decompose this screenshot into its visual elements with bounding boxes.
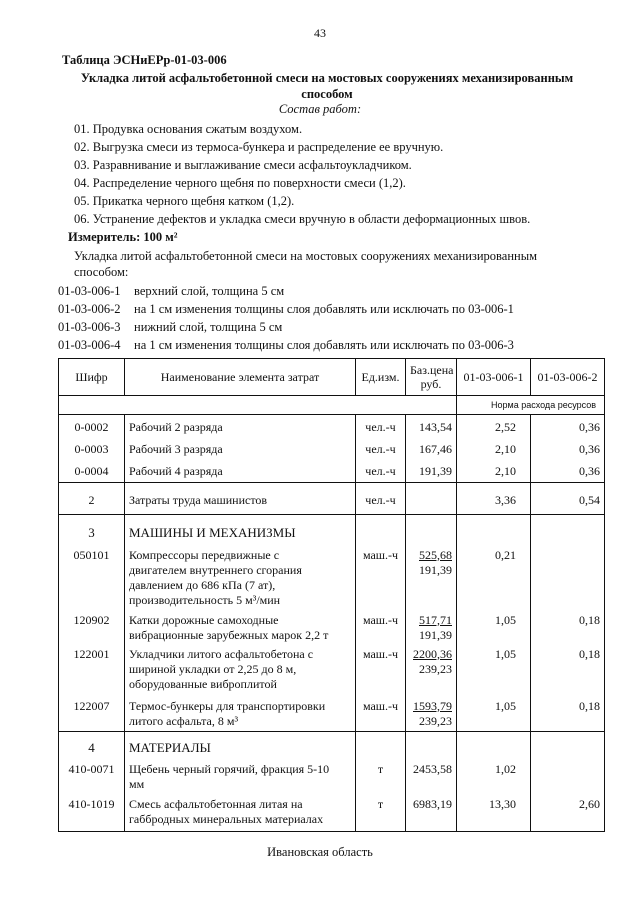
page-footer: Ивановская область bbox=[267, 845, 373, 859]
row-name: Катки дорожные самоходные вибрационные зарубежных марок 2,2 т bbox=[125, 610, 356, 646]
work-item: 03. Разравнивание и выглаживание смеси асфальтоукладчиком. bbox=[74, 158, 412, 172]
variant-code: 01-03-006-3 bbox=[58, 320, 121, 334]
table-row bbox=[59, 545, 605, 610]
row-name: Затраты труда машинистов bbox=[125, 483, 356, 515]
row-price: 2200,36 239,23 bbox=[406, 646, 457, 698]
table-row bbox=[59, 459, 605, 483]
row-value-1: 1,05 bbox=[457, 610, 531, 646]
row-unit: маш.-ч bbox=[356, 545, 406, 610]
row-value-1: 1,05 bbox=[457, 698, 531, 732]
row-name: Смесь асфальтобетонная литая на габбродных минеральных материалах bbox=[125, 796, 356, 832]
row-unit: чел.-ч bbox=[356, 459, 406, 483]
section-code: 3 bbox=[59, 515, 125, 545]
row-price: 191,39 bbox=[406, 459, 457, 483]
table-row bbox=[59, 415, 605, 437]
row-value-2: 0,36 bbox=[531, 437, 605, 459]
row-code: 122007 bbox=[59, 698, 125, 732]
variant-code: 01-03-006-1 bbox=[58, 284, 121, 298]
row-value-1: 1,05 bbox=[457, 646, 531, 698]
work-item: 05. Прикатка черного щебня катком (1,2). bbox=[74, 194, 295, 208]
row-value-1: 0,21 bbox=[457, 545, 531, 610]
variant-text: нижний слой, толщина 5 см bbox=[134, 320, 283, 334]
row-value-2: 0,18 bbox=[531, 646, 605, 698]
work-item: 06. Устранение дефектов и укладка смеси вручную в области деформационных швов. bbox=[74, 212, 531, 226]
row-name: Рабочий 3 разряда bbox=[125, 437, 356, 459]
row-unit: чел.-ч bbox=[356, 415, 406, 437]
row-code: 410-0071 bbox=[59, 760, 125, 796]
row-code: 2 bbox=[59, 483, 125, 515]
table-row bbox=[59, 646, 605, 698]
row-value-2: 0,18 bbox=[531, 698, 605, 732]
header-name: Наименование элемента затрат bbox=[125, 359, 356, 396]
works-header: Состав работ: bbox=[278, 102, 362, 116]
row-unit: т bbox=[356, 796, 406, 832]
row-value-2: 0,18 bbox=[531, 610, 605, 646]
variant-row bbox=[58, 320, 282, 335]
row-name: Рабочий 4 разряда bbox=[125, 459, 356, 483]
row-code: 410-1019 bbox=[59, 796, 125, 832]
variant-code: 01-03-006-2 bbox=[58, 302, 121, 316]
row-price: 525,68 191,39 bbox=[406, 545, 457, 610]
row-name: Укладчики литого асфальтобетона с шириной укладки от 2,25 до 8 м, оборудованные виброплитой bbox=[125, 646, 356, 698]
row-value-1: 13,30 bbox=[457, 796, 531, 832]
work-item: 02. Выгрузка смеси из термоса-бункера и распределение ее вручную. bbox=[74, 140, 444, 154]
variant-text: верхний слой, толщина 5 см bbox=[134, 284, 285, 298]
table-row bbox=[59, 760, 605, 796]
header-col1: 01-03-006-1 bbox=[457, 359, 531, 396]
row-price: 2453,58 bbox=[406, 760, 457, 796]
norm-description: Укладка литой асфальтобетонной смеси на мостовых сооружениях механизированным способом: bbox=[74, 249, 538, 279]
row-code: 0-0004 bbox=[59, 459, 125, 483]
row-code: 120902 bbox=[59, 610, 125, 646]
row-value-1: 1,02 bbox=[457, 760, 531, 796]
variant-code: 01-03-006-4 bbox=[58, 338, 121, 352]
row-code: 0-0002 bbox=[59, 415, 125, 437]
row-price: 143,54 bbox=[406, 415, 457, 437]
row-value-2: 2,60 bbox=[531, 796, 605, 832]
row-value-1: 2,10 bbox=[457, 459, 531, 483]
row-code: 122001 bbox=[59, 646, 125, 698]
variant-text: на 1 см изменения толщины слоя добавлять или исключать по 03-006-1 bbox=[134, 302, 514, 316]
row-price: 167,46 bbox=[406, 437, 457, 459]
row-price: 6983,19 bbox=[406, 796, 457, 832]
row-value-1: 2,10 bbox=[457, 437, 531, 459]
header-code: Шифр bbox=[59, 359, 125, 396]
row-value-2 bbox=[531, 760, 605, 796]
row-unit: маш.-ч bbox=[356, 698, 406, 732]
row-unit: чел.-ч bbox=[356, 483, 406, 515]
table-row bbox=[59, 437, 605, 459]
work-item: 01. Продувка основания сжатым воздухом. bbox=[74, 122, 303, 136]
row-unit: маш.-ч bbox=[356, 646, 406, 698]
row-name: Компрессоры передвижные с двигателем внутреннего сгорания давлением до 686 кПа (7 ат), производительность 5 м³/мин bbox=[125, 545, 356, 610]
measure-unit: Измеритель: 100 м² bbox=[68, 230, 178, 244]
section-row bbox=[59, 515, 605, 545]
work-item: 04. Распределение черного щебня по поверхности смеси (1,2). bbox=[74, 176, 406, 190]
row-name: Щебень черный горячий, фракция 5-10 мм bbox=[125, 760, 356, 796]
row-value-2: 0,54 bbox=[531, 483, 605, 515]
section-title: МАШИНЫ И МЕХАНИЗМЫ bbox=[125, 515, 356, 545]
variant-row bbox=[58, 284, 284, 299]
header-price: Баз.цена руб. bbox=[406, 359, 457, 396]
table-row bbox=[59, 796, 605, 832]
variant-text: на 1 см изменения толщины слоя добавлять или исключать по 03-006-3 bbox=[134, 338, 514, 352]
table-row bbox=[59, 483, 605, 515]
row-price: 1593,79 239,23 bbox=[406, 698, 457, 732]
row-name: Рабочий 2 разряда bbox=[125, 415, 356, 437]
section-row bbox=[59, 732, 605, 760]
table-title: Таблица ЭСНиЕРр-01-03-006 bbox=[62, 53, 227, 67]
row-value-2 bbox=[531, 545, 605, 610]
table-subtitle: Укладка литой асфальтобетонной смеси на мостовых сооружениях механизированным способом bbox=[80, 71, 574, 101]
row-value-2: 0,36 bbox=[531, 459, 605, 483]
section-title: МАТЕРИАЛЫ bbox=[125, 732, 356, 760]
table-row bbox=[59, 610, 605, 646]
page-number: 43 bbox=[314, 26, 326, 40]
row-code: 0-0003 bbox=[59, 437, 125, 459]
row-unit: маш.-ч bbox=[356, 610, 406, 646]
table-row bbox=[59, 698, 605, 732]
variant-row bbox=[58, 302, 514, 317]
row-unit: чел.-ч bbox=[356, 437, 406, 459]
resource-table bbox=[58, 358, 605, 832]
row-unit: т bbox=[356, 760, 406, 796]
section-code: 4 bbox=[59, 732, 125, 760]
row-name: Термос-бункеры для транспортировки литого асфальта, 8 м³ bbox=[125, 698, 356, 732]
header-unit: Ед.изм. bbox=[356, 359, 406, 396]
variant-row bbox=[58, 338, 514, 353]
row-price: 517,71 191,39 bbox=[406, 610, 457, 646]
header-col2: 01-03-006-2 bbox=[531, 359, 605, 396]
norm-label: Норма расхода ресурсов bbox=[457, 396, 605, 415]
row-value-1: 2,52 bbox=[457, 415, 531, 437]
row-value-2: 0,36 bbox=[531, 415, 605, 437]
row-code: 050101 bbox=[59, 545, 125, 610]
row-value-1: 3,36 bbox=[457, 483, 531, 515]
